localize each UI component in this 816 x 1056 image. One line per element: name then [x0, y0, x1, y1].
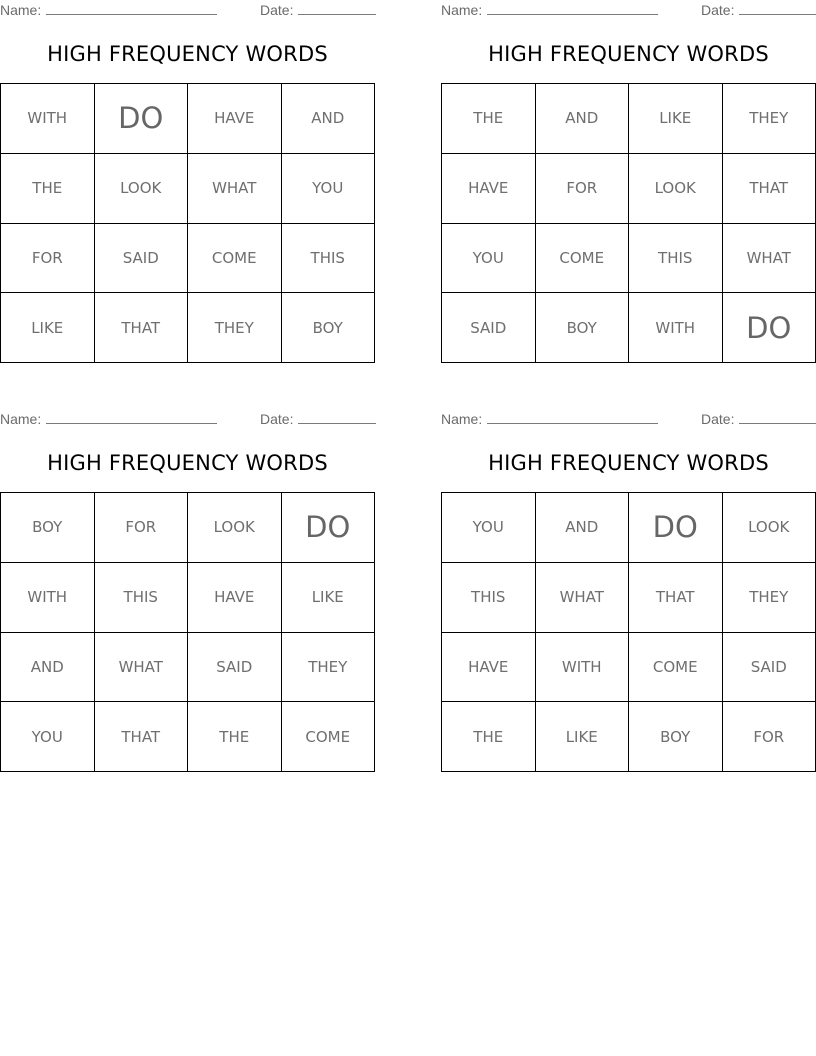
student-info-row [0, 2, 375, 20]
bingo-cell: SAID [723, 633, 816, 703]
bingo-grid [0, 83, 375, 363]
bingo-cell: YOU [442, 493, 536, 563]
bingo-cell: THIS [95, 563, 189, 633]
bingo-card [0, 409, 375, 773]
bingo-cell: WHAT [536, 563, 630, 633]
bingo-cell: AND [282, 84, 376, 154]
bingo-grid [441, 492, 816, 772]
bingo-cell: WITH [1, 563, 95, 633]
bingo-cell: THEY [723, 84, 816, 154]
bingo-cell: THEY [723, 563, 816, 633]
bingo-cell: BOY [282, 293, 376, 363]
bingo-cell: FOR [95, 493, 189, 563]
date-field [701, 2, 816, 18]
bingo-cell: THE [442, 702, 536, 772]
name-field [0, 411, 217, 427]
name-blank-line [487, 411, 658, 424]
name-field [0, 2, 217, 18]
bingo-cell: AND [536, 493, 630, 563]
bingo-cell: THE [442, 84, 536, 154]
bingo-cell: LOOK [95, 154, 189, 224]
bingo-cell: THEY [282, 633, 376, 703]
bingo-cell: SAID [95, 224, 189, 294]
bingo-cell: THIS [442, 563, 536, 633]
bingo-cell: THIS [629, 224, 723, 294]
bingo-cell: THAT [95, 293, 189, 363]
bingo-card [0, 0, 375, 364]
bingo-cell: LIKE [1, 293, 95, 363]
bingo-cell: COME [536, 224, 630, 294]
name-field [441, 2, 658, 18]
bingo-cell: BOY [536, 293, 630, 363]
card-title: HIGH FREQUENCY WORDS [47, 42, 328, 66]
date-label: Date: [260, 2, 294, 18]
date-field [260, 2, 376, 18]
bingo-cell: LIKE [536, 702, 630, 772]
bingo-cell: WITH [1, 84, 95, 154]
bingo-cell: THAT [629, 563, 723, 633]
bingo-cell: THEY [188, 293, 282, 363]
date-field [260, 411, 376, 427]
student-info-row [0, 411, 375, 429]
student-info-row [441, 411, 816, 429]
bingo-cell: HAVE [188, 563, 282, 633]
bingo-cell: THE [1, 154, 95, 224]
bingo-cell: YOU [442, 224, 536, 294]
date-blank-line [298, 2, 376, 15]
bingo-cell: WHAT [723, 224, 816, 294]
date-blank-line [298, 411, 376, 424]
bingo-cell: THE [188, 702, 282, 772]
bingo-cell: FOR [723, 702, 816, 772]
card-title: HIGH FREQUENCY WORDS [488, 42, 769, 66]
card-title: HIGH FREQUENCY WORDS [47, 451, 328, 475]
bingo-cell: FOR [1, 224, 95, 294]
bingo-cell: FOR [536, 154, 630, 224]
student-info-row [441, 2, 816, 20]
bingo-grid [0, 492, 375, 772]
bingo-cell: DO [629, 493, 723, 563]
name-blank-line [46, 411, 217, 424]
bingo-cell: BOY [629, 702, 723, 772]
bingo-cell: DO [282, 493, 376, 563]
bingo-cell: AND [1, 633, 95, 703]
date-label: Date: [701, 2, 735, 18]
bingo-cell: THAT [723, 154, 816, 224]
name-label: Name: [0, 2, 42, 18]
bingo-cell: AND [536, 84, 630, 154]
bingo-cell: DO [723, 293, 816, 363]
bingo-cell: SAID [188, 633, 282, 703]
bingo-cell: HAVE [442, 633, 536, 703]
date-label: Date: [701, 411, 735, 427]
bingo-cell: WITH [536, 633, 630, 703]
bingo-cell: COME [629, 633, 723, 703]
bingo-cell: LOOK [629, 154, 723, 224]
bingo-cell: HAVE [188, 84, 282, 154]
bingo-card [441, 0, 816, 364]
card-title: HIGH FREQUENCY WORDS [488, 451, 769, 475]
date-blank-line [739, 2, 816, 15]
name-blank-line [46, 2, 217, 15]
bingo-grid [441, 83, 816, 363]
bingo-cell: HAVE [442, 154, 536, 224]
name-label: Name: [0, 411, 42, 427]
bingo-cell: SAID [442, 293, 536, 363]
bingo-cell: THAT [95, 702, 189, 772]
bingo-cell: LOOK [188, 493, 282, 563]
bingo-cell: YOU [282, 154, 376, 224]
name-blank-line [487, 2, 658, 15]
bingo-cell: THIS [282, 224, 376, 294]
bingo-cell: LIKE [282, 563, 376, 633]
date-label: Date: [260, 411, 294, 427]
bingo-cell: COME [282, 702, 376, 772]
bingo-cell: YOU [1, 702, 95, 772]
bingo-cell: LOOK [723, 493, 816, 563]
name-label: Name: [441, 2, 483, 18]
name-field [441, 411, 658, 427]
date-field [701, 411, 816, 427]
bingo-card [441, 409, 816, 773]
bingo-cell: WHAT [188, 154, 282, 224]
date-blank-line [739, 411, 816, 424]
bingo-cell: WITH [629, 293, 723, 363]
bingo-cell: BOY [1, 493, 95, 563]
bingo-cell: COME [188, 224, 282, 294]
name-label: Name: [441, 411, 483, 427]
bingo-cell: WHAT [95, 633, 189, 703]
bingo-cell: DO [95, 84, 189, 154]
bingo-cell: LIKE [629, 84, 723, 154]
